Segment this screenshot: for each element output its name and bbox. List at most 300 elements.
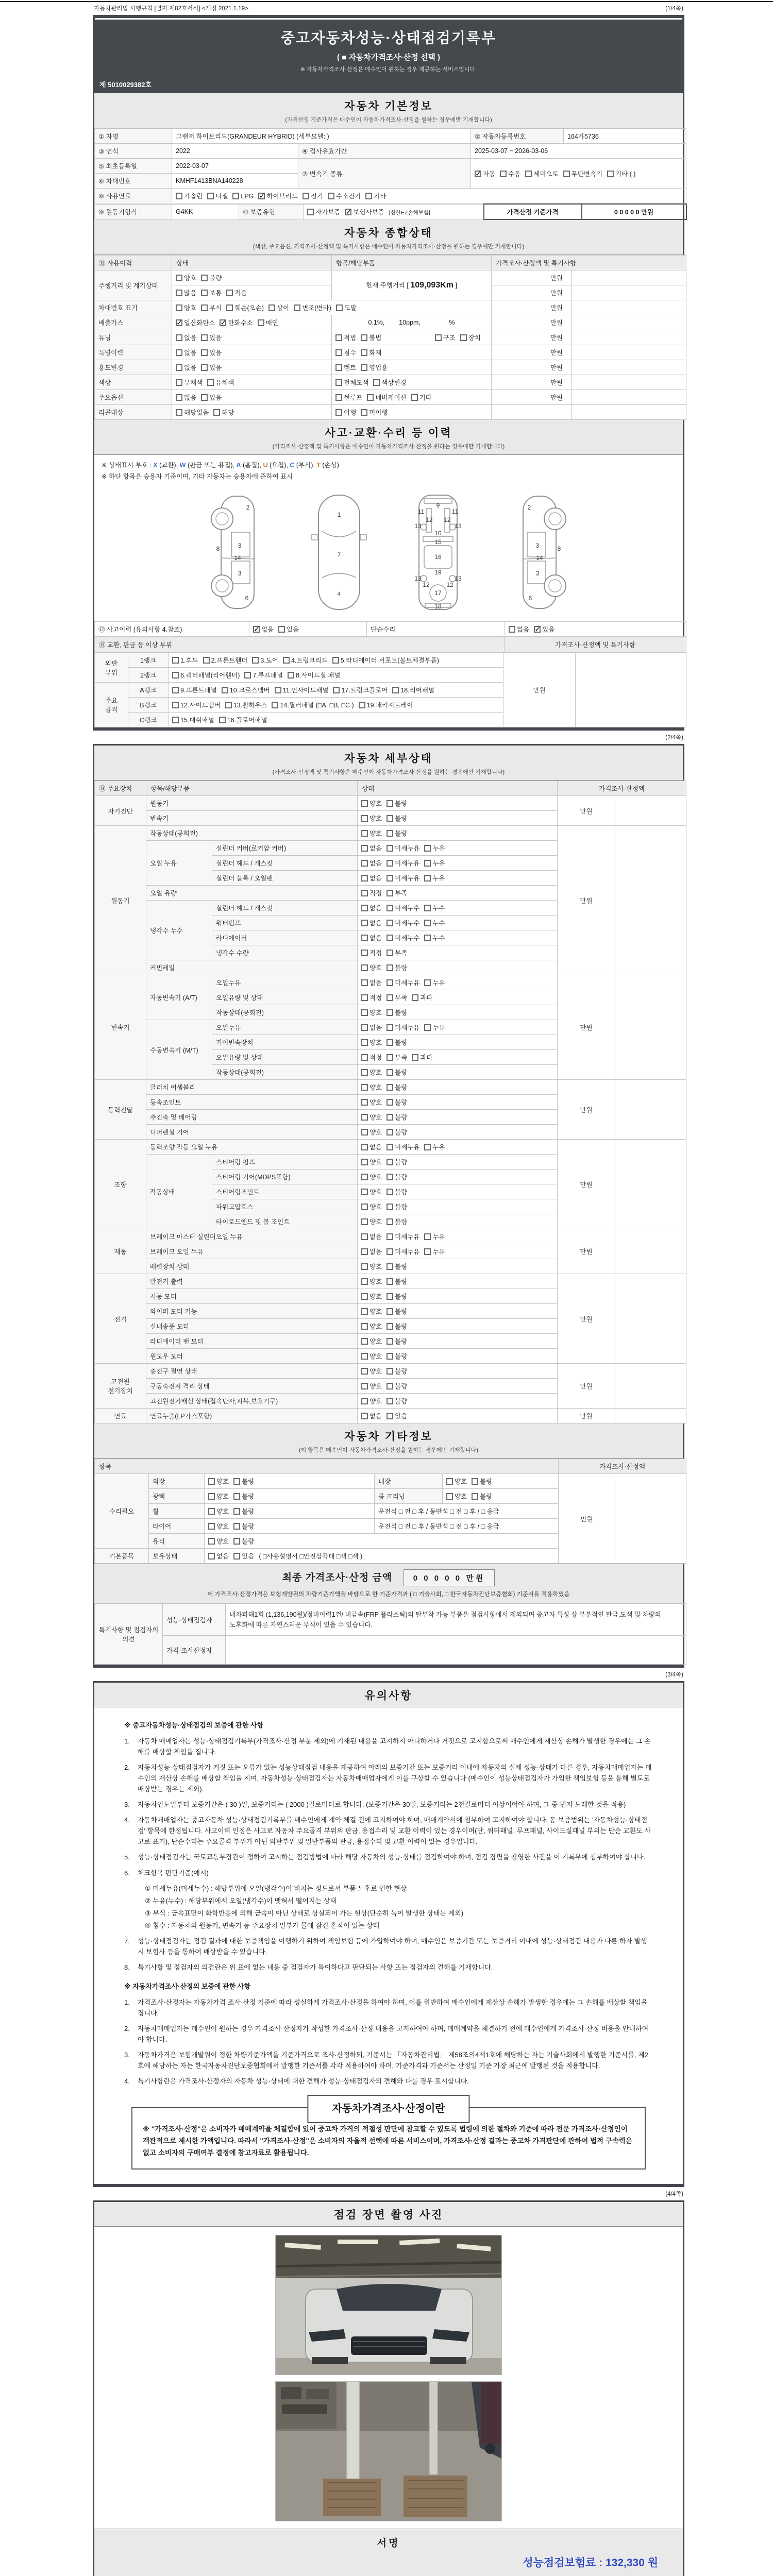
checkbox-option[interactable] xyxy=(386,1097,407,1107)
checkbox-option[interactable] xyxy=(475,169,495,178)
checkbox-icon[interactable] xyxy=(361,1278,368,1285)
checkbox-option[interactable] xyxy=(472,1492,492,1501)
checkbox-option[interactable] xyxy=(361,1396,382,1405)
checkbox-icon[interactable] xyxy=(386,1159,393,1165)
checkbox-option[interactable] xyxy=(336,303,357,312)
checkbox-icon[interactable] xyxy=(278,626,285,633)
checkbox-icon[interactable] xyxy=(176,304,182,311)
checkbox-option[interactable] xyxy=(361,1053,382,1062)
checkbox-option[interactable] xyxy=(361,1232,382,1241)
checkbox-option[interactable] xyxy=(361,1202,382,1211)
checkbox-option[interactable] xyxy=(361,1262,382,1271)
checkbox-icon[interactable] xyxy=(172,687,179,693)
checkbox-option[interactable] xyxy=(361,1307,382,1316)
checkbox-option[interactable] xyxy=(386,873,419,883)
checkbox-option[interactable] xyxy=(203,655,248,665)
checkbox-icon[interactable] xyxy=(386,979,393,986)
checkbox-icon[interactable] xyxy=(386,1263,393,1270)
checkbox-option[interactable] xyxy=(386,814,407,823)
checkbox-icon[interactable] xyxy=(386,1308,393,1315)
checkbox-icon[interactable] xyxy=(361,1323,368,1330)
checkbox-icon[interactable] xyxy=(361,1204,368,1210)
checkbox-icon[interactable] xyxy=(365,193,372,199)
checkbox-option[interactable] xyxy=(386,1142,419,1151)
checkbox-icon[interactable] xyxy=(268,304,275,311)
checkbox-icon[interactable] xyxy=(201,349,208,356)
checkbox-option[interactable] xyxy=(386,1157,407,1166)
checkbox-option[interactable] xyxy=(233,1492,254,1501)
checkbox-icon[interactable] xyxy=(307,209,314,215)
checkbox-icon[interactable] xyxy=(335,349,342,356)
checkbox-icon[interactable] xyxy=(361,1338,368,1345)
checkbox-icon[interactable] xyxy=(361,1398,368,1404)
checkbox-icon[interactable] xyxy=(361,1233,368,1240)
checkbox-icon[interactable] xyxy=(201,364,208,371)
checkbox-option[interactable] xyxy=(201,363,222,372)
checkbox-option[interactable] xyxy=(472,1477,492,1486)
checkbox-option[interactable] xyxy=(386,1336,407,1346)
checkbox-option[interactable] xyxy=(424,1232,445,1241)
checkbox-option[interactable] xyxy=(386,1262,407,1271)
checkbox-icon[interactable] xyxy=(361,845,368,852)
checkbox-option[interactable] xyxy=(201,348,222,357)
checkbox-option[interactable] xyxy=(509,624,529,634)
checkbox-option[interactable] xyxy=(386,1217,407,1226)
checkbox-option[interactable] xyxy=(424,918,445,927)
checkbox-option[interactable] xyxy=(386,1038,407,1047)
checkbox-option[interactable] xyxy=(386,858,419,868)
checkbox-option[interactable] xyxy=(233,1536,254,1546)
checkbox-option[interactable] xyxy=(361,1082,382,1092)
checkbox-icon[interactable] xyxy=(361,1009,368,1016)
checkbox-icon[interactable] xyxy=(424,1144,431,1150)
checkbox-icon[interactable] xyxy=(275,687,281,693)
checkbox-icon[interactable] xyxy=(563,171,570,177)
checkbox-icon[interactable] xyxy=(386,1218,393,1225)
checkbox-option[interactable] xyxy=(208,1477,229,1486)
checkbox-icon[interactable] xyxy=(361,1189,368,1195)
checkbox-icon[interactable] xyxy=(361,920,368,926)
checkbox-icon[interactable] xyxy=(472,1478,478,1485)
checkbox-icon[interactable] xyxy=(361,875,368,882)
checkbox-option[interactable] xyxy=(424,933,445,942)
checkbox-icon[interactable] xyxy=(361,1114,368,1121)
checkbox-option[interactable] xyxy=(386,1351,407,1361)
checkbox-option[interactable] xyxy=(361,363,388,372)
checkbox-option[interactable] xyxy=(386,1277,407,1286)
checkbox-icon[interactable] xyxy=(335,394,342,401)
checkbox-option[interactable] xyxy=(361,858,382,868)
checkbox-icon[interactable] xyxy=(361,1368,368,1375)
checkbox-icon[interactable] xyxy=(386,935,393,941)
checkbox-option[interactable] xyxy=(208,1536,229,1546)
checkbox-icon[interactable] xyxy=(446,1493,453,1500)
checkbox-icon[interactable] xyxy=(386,1233,393,1240)
checkbox-option[interactable] xyxy=(386,828,407,838)
checkbox-icon[interactable] xyxy=(272,702,278,708)
checkbox-icon[interactable] xyxy=(232,193,239,199)
checkbox-icon[interactable] xyxy=(361,964,368,971)
checkbox-option[interactable] xyxy=(288,670,340,680)
checkbox-icon[interactable] xyxy=(412,994,418,1001)
checkbox-icon[interactable] xyxy=(361,334,367,341)
checkbox-icon[interactable] xyxy=(203,657,210,664)
checkbox-option[interactable] xyxy=(386,1292,407,1301)
checkbox-option[interactable] xyxy=(361,1247,382,1256)
checkbox-icon[interactable] xyxy=(460,334,467,341)
checkbox-option[interactable] xyxy=(361,1157,382,1166)
checkbox-option[interactable] xyxy=(386,978,419,987)
checkbox-icon[interactable] xyxy=(336,304,343,311)
checkbox-option[interactable] xyxy=(386,1321,407,1331)
checkbox-option[interactable] xyxy=(361,1292,382,1301)
checkbox-icon[interactable] xyxy=(207,193,214,199)
checkbox-option[interactable] xyxy=(361,948,382,957)
checkbox-icon[interactable] xyxy=(386,800,393,807)
checkbox-option[interactable] xyxy=(361,1142,382,1151)
checkbox-option[interactable] xyxy=(361,828,382,838)
checkbox-option[interactable] xyxy=(386,1202,407,1211)
checkbox-icon[interactable] xyxy=(386,1099,393,1106)
checkbox-icon[interactable] xyxy=(386,994,393,1001)
checkbox-option[interactable] xyxy=(233,1506,254,1516)
checkbox-icon[interactable] xyxy=(233,1523,240,1530)
checkbox-icon[interactable] xyxy=(208,1523,215,1530)
checkbox-option[interactable] xyxy=(208,1506,229,1516)
checkbox-icon[interactable] xyxy=(424,905,431,911)
checkbox-icon[interactable] xyxy=(424,845,431,852)
checkbox-option[interactable] xyxy=(386,948,407,957)
checkbox-option[interactable] xyxy=(253,624,274,634)
checkbox-icon[interactable] xyxy=(288,672,294,679)
checkbox-option[interactable] xyxy=(176,318,215,327)
checkbox-icon[interactable] xyxy=(172,717,179,723)
checkbox-option[interactable] xyxy=(226,288,247,297)
checkbox-option[interactable] xyxy=(232,193,254,200)
checkbox-icon[interactable] xyxy=(386,890,393,896)
checkbox-option[interactable] xyxy=(172,670,240,680)
checkbox-option[interactable] xyxy=(424,1023,445,1032)
checkbox-icon[interactable] xyxy=(328,193,334,199)
checkbox-option[interactable] xyxy=(272,700,354,709)
checkbox-icon[interactable] xyxy=(424,875,431,882)
checkbox-icon[interactable] xyxy=(386,1144,393,1150)
checked-checkbox-icon[interactable] xyxy=(220,319,226,326)
checkbox-option[interactable] xyxy=(219,715,267,724)
checkbox-option[interactable] xyxy=(333,685,388,694)
checkbox-option[interactable] xyxy=(258,318,278,327)
checkbox-icon[interactable] xyxy=(386,1189,393,1195)
checkbox-option[interactable] xyxy=(176,378,203,387)
checkbox-icon[interactable] xyxy=(411,394,418,401)
checkbox-icon[interactable] xyxy=(294,304,300,311)
checkbox-option[interactable] xyxy=(386,1247,419,1256)
checkbox-option[interactable] xyxy=(446,1477,467,1486)
checkbox-icon[interactable] xyxy=(361,1129,368,1136)
checkbox-option[interactable] xyxy=(176,408,209,417)
checkbox-option[interactable] xyxy=(607,169,635,178)
checkbox-option[interactable] xyxy=(220,318,253,327)
checkbox-option[interactable] xyxy=(361,348,381,357)
checkbox-option[interactable] xyxy=(176,333,196,342)
checkbox-option[interactable] xyxy=(386,843,419,853)
checkbox-icon[interactable] xyxy=(283,657,290,664)
checkbox-option[interactable] xyxy=(307,207,340,216)
checkbox-icon[interactable] xyxy=(361,860,368,867)
checkbox-icon[interactable] xyxy=(361,1054,368,1061)
checkbox-icon[interactable] xyxy=(361,1069,368,1076)
checkbox-option[interactable] xyxy=(207,378,234,387)
checkbox-option[interactable] xyxy=(361,333,381,342)
checked-checkbox-icon[interactable] xyxy=(345,209,351,215)
checkbox-option[interactable] xyxy=(233,1521,254,1531)
checkbox-option[interactable] xyxy=(361,1038,382,1047)
checkbox-option[interactable] xyxy=(361,843,382,853)
checkbox-icon[interactable] xyxy=(361,979,368,986)
checkbox-icon[interactable] xyxy=(361,364,367,371)
checkbox-icon[interactable] xyxy=(472,1493,478,1500)
checkbox-icon[interactable] xyxy=(361,1099,368,1106)
checkbox-option[interactable] xyxy=(534,624,554,634)
checkbox-icon[interactable] xyxy=(446,1478,453,1485)
checkbox-icon[interactable] xyxy=(424,979,431,986)
checkbox-option[interactable] xyxy=(386,1366,407,1376)
checkbox-option[interactable] xyxy=(361,888,382,897)
checkbox-icon[interactable] xyxy=(176,379,182,386)
checkbox-icon[interactable] xyxy=(509,626,515,633)
checkbox-option[interactable] xyxy=(361,1172,382,1181)
checkbox-option[interactable] xyxy=(460,333,481,342)
checkbox-icon[interactable] xyxy=(335,364,342,371)
checkbox-option[interactable] xyxy=(222,685,270,694)
checkbox-option[interactable] xyxy=(303,191,323,200)
checkbox-option[interactable] xyxy=(361,814,382,823)
checkbox-option[interactable] xyxy=(367,393,406,402)
checkbox-icon[interactable] xyxy=(176,349,182,356)
checkbox-icon[interactable] xyxy=(361,1039,368,1046)
checked-checkbox-icon[interactable] xyxy=(258,193,265,199)
checked-checkbox-icon[interactable] xyxy=(253,626,260,633)
checkbox-option[interactable] xyxy=(435,333,456,342)
checkbox-icon[interactable] xyxy=(386,1024,393,1031)
checkbox-option[interactable] xyxy=(361,1351,382,1361)
checkbox-icon[interactable] xyxy=(386,845,393,852)
checkbox-icon[interactable] xyxy=(386,875,393,882)
checkbox-icon[interactable] xyxy=(361,1084,368,1091)
checkbox-icon[interactable] xyxy=(361,935,368,941)
checkbox-icon[interactable] xyxy=(386,1039,393,1046)
checkbox-icon[interactable] xyxy=(208,1478,215,1485)
checkbox-icon[interactable] xyxy=(233,1553,240,1560)
checkbox-option[interactable] xyxy=(412,1053,432,1062)
checkbox-option[interactable] xyxy=(172,655,198,665)
checkbox-option[interactable] xyxy=(252,655,278,665)
checkbox-option[interactable] xyxy=(386,1411,407,1420)
checkbox-option[interactable] xyxy=(176,303,196,312)
checkbox-option[interactable] xyxy=(386,1396,407,1405)
checkbox-icon[interactable] xyxy=(386,1129,393,1136)
checkbox-option[interactable] xyxy=(201,273,222,282)
checkbox-icon[interactable] xyxy=(176,364,182,371)
checkbox-option[interactable] xyxy=(332,655,439,665)
checkbox-icon[interactable] xyxy=(222,687,228,693)
checkbox-icon[interactable] xyxy=(208,1553,215,1560)
checkbox-icon[interactable] xyxy=(386,1353,393,1360)
checkbox-option[interactable] xyxy=(424,1142,445,1151)
checkbox-icon[interactable] xyxy=(176,193,182,199)
checkbox-icon[interactable] xyxy=(361,1144,368,1150)
checkbox-option[interactable] xyxy=(345,207,384,216)
checkbox-option[interactable] xyxy=(392,685,434,694)
checkbox-option[interactable] xyxy=(361,1067,382,1077)
checkbox-icon[interactable] xyxy=(361,815,368,822)
checkbox-option[interactable] xyxy=(361,1008,382,1017)
checkbox-icon[interactable] xyxy=(435,334,442,341)
checkbox-option[interactable] xyxy=(563,169,602,178)
checkbox-icon[interactable] xyxy=(233,1493,240,1500)
checkbox-option[interactable] xyxy=(335,348,356,357)
checkbox-icon[interactable] xyxy=(335,379,342,386)
checkbox-icon[interactable] xyxy=(176,334,182,341)
checkbox-option[interactable] xyxy=(361,1411,382,1420)
checkbox-option[interactable] xyxy=(201,288,222,297)
checkbox-icon[interactable] xyxy=(176,290,182,296)
checkbox-option[interactable] xyxy=(424,858,445,868)
checkbox-icon[interactable] xyxy=(361,1218,368,1225)
checkbox-icon[interactable] xyxy=(219,717,226,723)
checkbox-icon[interactable] xyxy=(424,920,431,926)
checkbox-option[interactable] xyxy=(268,303,289,312)
checkbox-icon[interactable] xyxy=(386,830,393,837)
checked-checkbox-icon[interactable] xyxy=(475,171,481,177)
checkbox-option[interactable] xyxy=(361,1127,382,1137)
checkbox-icon[interactable] xyxy=(386,920,393,926)
checkbox-icon[interactable] xyxy=(361,1383,368,1389)
checkbox-icon[interactable] xyxy=(172,702,179,708)
checkbox-icon[interactable] xyxy=(386,1383,393,1389)
checkbox-icon[interactable] xyxy=(361,890,368,896)
checkbox-option[interactable] xyxy=(525,169,558,178)
checkbox-option[interactable] xyxy=(201,303,222,312)
checkbox-icon[interactable] xyxy=(201,275,208,281)
checkbox-icon[interactable] xyxy=(361,800,368,807)
checkbox-option[interactable] xyxy=(386,918,419,927)
checkbox-option[interactable] xyxy=(361,1321,382,1331)
checkbox-icon[interactable] xyxy=(233,1508,240,1515)
checkbox-option[interactable] xyxy=(201,333,222,342)
checkbox-icon[interactable] xyxy=(176,409,182,416)
checkbox-option[interactable] xyxy=(359,700,413,709)
checkbox-icon[interactable] xyxy=(607,171,614,177)
checkbox-option[interactable] xyxy=(386,1008,407,1017)
checkbox-option[interactable] xyxy=(208,1521,229,1531)
checkbox-icon[interactable] xyxy=(361,1293,368,1300)
checkbox-option[interactable] xyxy=(361,1097,382,1107)
checkbox-option[interactable] xyxy=(386,1232,419,1241)
checkbox-icon[interactable] xyxy=(332,657,339,664)
checkbox-icon[interactable] xyxy=(226,290,233,296)
checkbox-icon[interactable] xyxy=(373,379,380,386)
checkbox-icon[interactable] xyxy=(386,905,393,911)
checkbox-option[interactable] xyxy=(361,873,382,883)
checkbox-option[interactable] xyxy=(176,348,196,357)
checked-checkbox-icon[interactable] xyxy=(176,319,182,326)
checkbox-icon[interactable] xyxy=(359,702,365,708)
checkbox-icon[interactable] xyxy=(424,1248,431,1255)
checkbox-icon[interactable] xyxy=(412,1054,418,1061)
checkbox-icon[interactable] xyxy=(386,950,393,956)
checkbox-option[interactable] xyxy=(294,303,331,312)
checkbox-icon[interactable] xyxy=(252,657,259,664)
checkbox-icon[interactable] xyxy=(361,905,368,911)
checkbox-icon[interactable] xyxy=(208,1493,215,1500)
checkbox-icon[interactable] xyxy=(226,304,233,311)
checkbox-icon[interactable] xyxy=(386,1338,393,1345)
checkbox-icon[interactable] xyxy=(386,1009,393,1016)
checkbox-option[interactable] xyxy=(424,843,445,853)
checkbox-option[interactable] xyxy=(233,1551,254,1561)
checkbox-icon[interactable] xyxy=(361,994,368,1001)
checkbox-option[interactable] xyxy=(361,993,382,1002)
checkbox-option[interactable] xyxy=(361,1217,382,1226)
checkbox-option[interactable] xyxy=(213,408,234,417)
checkbox-icon[interactable] xyxy=(176,275,182,281)
checkbox-option[interactable] xyxy=(361,1112,382,1122)
checkbox-option[interactable] xyxy=(225,700,267,709)
checkbox-icon[interactable] xyxy=(335,334,342,341)
checkbox-option[interactable] xyxy=(386,1067,407,1077)
checkbox-icon[interactable] xyxy=(233,1538,240,1545)
checkbox-option[interactable] xyxy=(386,1307,407,1316)
checkbox-option[interactable] xyxy=(258,191,297,200)
checkbox-icon[interactable] xyxy=(424,935,431,941)
checkbox-option[interactable] xyxy=(207,191,228,200)
checkbox-option[interactable] xyxy=(176,363,196,372)
checkbox-option[interactable] xyxy=(412,993,432,1002)
checkbox-option[interactable] xyxy=(275,685,329,694)
checkbox-icon[interactable] xyxy=(225,702,232,708)
checkbox-icon[interactable] xyxy=(176,394,182,401)
checkbox-icon[interactable] xyxy=(201,394,208,401)
checkbox-option[interactable] xyxy=(361,903,382,912)
checkbox-option[interactable] xyxy=(373,378,406,387)
checkbox-icon[interactable] xyxy=(207,379,214,386)
checkbox-option[interactable] xyxy=(361,408,388,417)
checkbox-option[interactable] xyxy=(424,903,445,912)
checkbox-option[interactable] xyxy=(361,1366,382,1376)
checkbox-icon[interactable] xyxy=(424,1233,431,1240)
checkbox-icon[interactable] xyxy=(361,1024,368,1031)
checkbox-option[interactable] xyxy=(386,1127,407,1137)
checkbox-icon[interactable] xyxy=(361,1263,368,1270)
checkbox-option[interactable] xyxy=(386,903,419,912)
checkbox-option[interactable] xyxy=(208,1492,229,1501)
checkbox-option[interactable] xyxy=(361,1277,382,1286)
checkbox-icon[interactable] xyxy=(361,1248,368,1255)
checkbox-icon[interactable] xyxy=(361,409,367,416)
checkbox-option[interactable] xyxy=(172,700,221,709)
checkbox-option[interactable] xyxy=(411,393,432,402)
checkbox-icon[interactable] xyxy=(392,687,399,693)
checkbox-icon[interactable] xyxy=(361,1174,368,1180)
checkbox-option[interactable] xyxy=(361,1023,382,1032)
checkbox-option[interactable] xyxy=(424,873,445,883)
checkbox-option[interactable] xyxy=(335,333,356,342)
checkbox-option[interactable] xyxy=(361,799,382,808)
checkbox-option[interactable] xyxy=(365,191,386,200)
checkbox-icon[interactable] xyxy=(361,1413,368,1419)
checked-checkbox-icon[interactable] xyxy=(534,626,541,633)
